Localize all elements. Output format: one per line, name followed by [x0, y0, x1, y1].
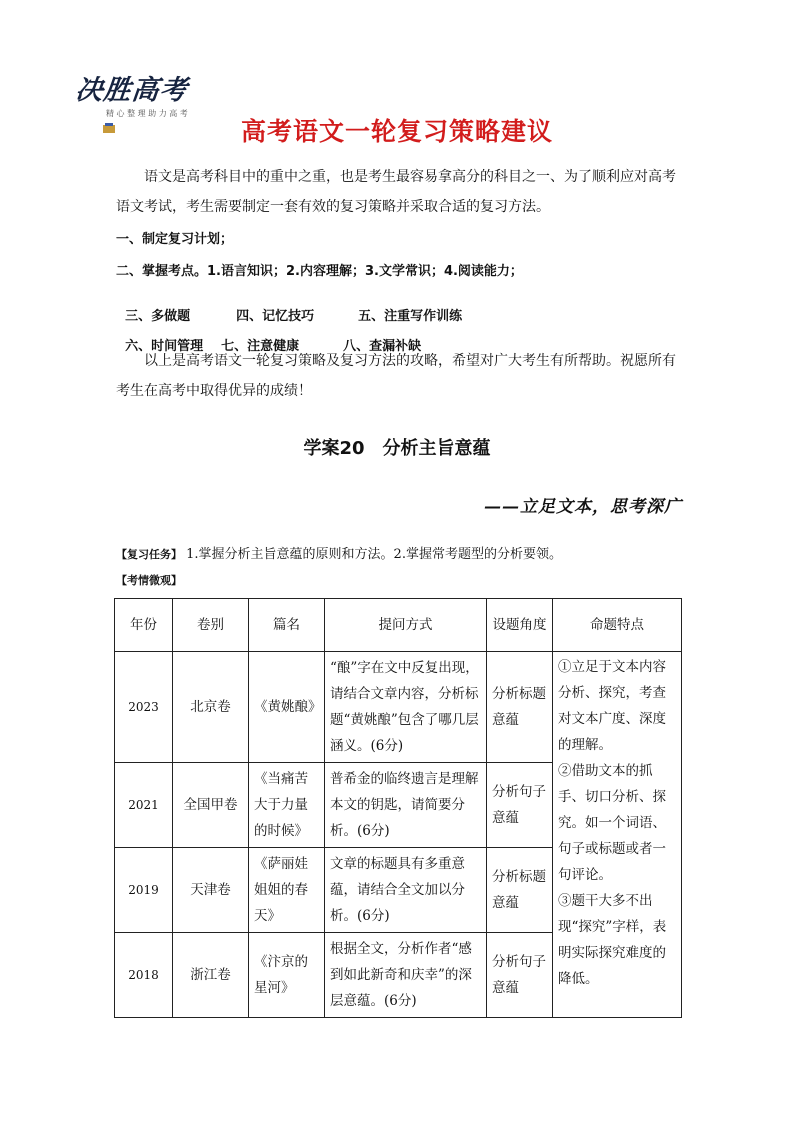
table-row	[115, 652, 682, 763]
cell-year: 2018	[115, 933, 173, 1018]
cell-title: 《萨丽娃姐姐的春天》	[249, 848, 325, 933]
review-task	[116, 543, 562, 562]
cell-paper: 浙江卷	[173, 933, 249, 1018]
cell-question: 文章的标题具有多重意蕴，请结合全文加以分析。(6分)	[325, 848, 487, 933]
strategy-item: 五、注重写作训练	[358, 309, 463, 324]
lesson-subtitle: ——立足文本，思考深广	[484, 497, 682, 517]
header-paper: 卷别	[173, 599, 249, 652]
page-title: 高考语文一轮复习策略建议	[240, 117, 553, 146]
header-question: 提问方式	[325, 599, 487, 652]
cell-title: 《当痛苦大于力量的时候》	[249, 763, 325, 848]
strategy-item: 四、记忆技巧	[236, 309, 315, 324]
cell-angle: 分析句子意蕴	[487, 763, 553, 848]
cell-title: 《汴京的星河》	[249, 933, 325, 1018]
strategy-item: 七、注意健康	[221, 339, 300, 354]
strategy-line-2: 二、掌握考点。1.语言知识；2.内容理解；3.文学常识；4.阅读能力；	[116, 264, 523, 279]
strategy-item: 八、查漏补缺	[343, 339, 422, 354]
task-text: 1.掌握分析主旨意蕴的原则和方法。2.掌握常考题型的分析要领。	[186, 547, 562, 562]
task-label: 【复习任务】	[116, 548, 182, 561]
header-angle: 设题角度	[487, 599, 553, 652]
cell-title: 《黄姚酿》	[249, 652, 325, 763]
exam-table	[114, 598, 682, 1018]
cell-paper: 北京卷	[173, 652, 249, 763]
cell-year: 2019	[115, 848, 173, 933]
feature-item: ②借助文本的抓手、切口分析、探究。如一个词语、句子或标题或者一句评论。	[558, 763, 666, 883]
feature-item: ①立足于文本内容分析、探究，考查对文本广度、深度的理解。	[558, 659, 666, 753]
exam-overview-label: 【考情微观】	[116, 574, 182, 587]
feature-item: ③题干大多不出现“探究”字样，表明实际探究难度的降低。	[558, 893, 667, 987]
cell-question: 普希金的临终遗言是理解本文的钥匙，请简要分析。(6分)	[325, 763, 487, 848]
cell-paper: 全国甲卷	[173, 763, 249, 848]
cell-paper: 天津卷	[173, 848, 249, 933]
logo-text: 决胜高考	[74, 75, 190, 106]
table-header-row	[115, 599, 682, 652]
cell-question: “酿”字在文中反复出现，请结合文章内容，分析标题“黄姚酿”包含了哪几层涵义。(6分)	[325, 652, 487, 763]
cell-question: 根据全文，分析作者“感到如此新奇和庆幸”的深层意蕴。(6分)	[325, 933, 487, 1018]
cell-angle: 分析标题意蕴	[487, 848, 553, 933]
strategy-line-3	[116, 290, 462, 324]
lesson-title: 学案20 分析主旨意蕴	[303, 438, 491, 459]
cell-angle: 分析句子意蕴	[487, 933, 553, 1018]
header-year: 年份	[115, 599, 173, 652]
cell-year: 2021	[115, 763, 173, 848]
strategy-item: 六、时间管理	[125, 339, 204, 354]
cell-features	[553, 652, 682, 1018]
header-title: 篇名	[249, 599, 325, 652]
strategy-item: 三、多做题	[125, 309, 191, 324]
header-feature: 命题特点	[553, 599, 682, 652]
intro-paragraph: 语文是高考科目中的重中之重，也是考生最容易拿高分的科目之一、为了顺利应对高考语文考试，考生需要制定一套有效的复习策略并采取合适的复习方法。	[116, 169, 676, 215]
cell-year: 2023	[115, 652, 173, 763]
strategy-line-1: 一、制定复习计划；	[116, 232, 234, 247]
logo-subtitle: 精 心 整 理 助 力 高 考	[106, 109, 188, 118]
closing-paragraph: 以上是高考语文一轮复习策略及复习方法的攻略，希望对广大考生有所帮助。祝愿所有考生在高考中取得优异的成绩！	[116, 353, 676, 399]
cell-angle: 分析标题意蕴	[487, 652, 553, 763]
